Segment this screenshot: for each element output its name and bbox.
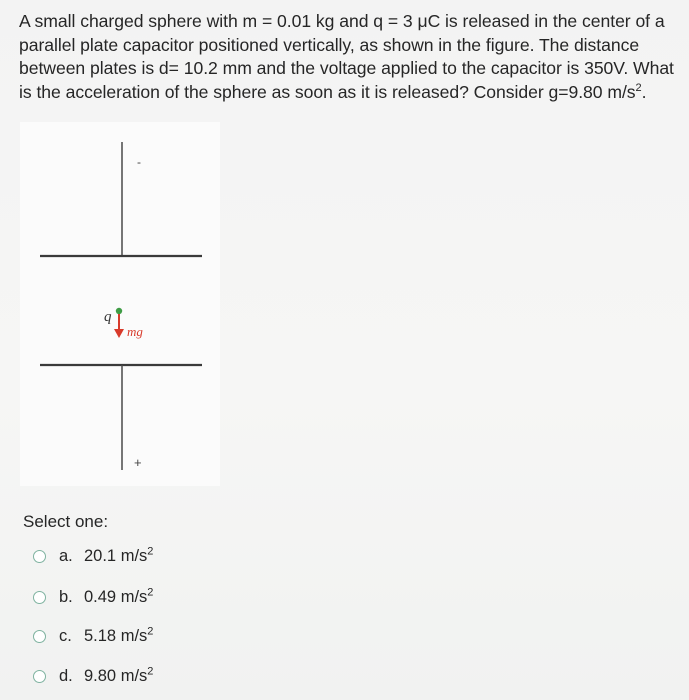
option-letter: a.: [59, 546, 73, 565]
radio-icon[interactable]: [33, 630, 46, 643]
radio-icon[interactable]: [33, 591, 46, 604]
radio-icon[interactable]: [33, 550, 46, 563]
charged-sphere: [116, 308, 122, 314]
charge-label: q: [104, 309, 112, 325]
capacitor-figure: [20, 122, 220, 486]
option-value: 9.80 $m/s^2$: [84, 665, 154, 685]
option-d[interactable]: [33, 664, 153, 688]
weight-arrow-head: [114, 329, 124, 338]
radio-icon[interactable]: [33, 670, 46, 683]
top-plate-sign: -: [137, 155, 141, 169]
option-letter: c.: [59, 626, 72, 645]
option-letter: d.: [59, 666, 73, 685]
option-letter: b.: [59, 587, 73, 606]
question-main: A small charged sphere with m = 0.01 kg and q = 3 μC is released in the center of a parallel plate capacitor positioned vertically, as shown in the figure. The distance between plates is d= 10.2 mm and the voltage applied to the capacitor is 350V. What is the acceleration of the sphere as soon as it is released? Consider g=9.80 m/s: [19, 11, 674, 102]
option-b[interactable]: [33, 585, 153, 609]
question-exponent: 2: [635, 81, 642, 94]
select-one-label: Select one:: [23, 512, 109, 531]
question-text: [19, 10, 681, 104]
option-value: 0.49 $m/s^2$: [84, 586, 154, 606]
option-value: 5.18 $m/s^2$: [84, 625, 154, 645]
option-c[interactable]: [33, 624, 153, 648]
option-value: 20.1 $m/s^2$: [84, 545, 154, 565]
option-a[interactable]: [33, 544, 153, 568]
bottom-plate-sign: +: [134, 455, 142, 470]
weight-label: mg: [127, 324, 143, 339]
question-period: .: [641, 81, 647, 102]
